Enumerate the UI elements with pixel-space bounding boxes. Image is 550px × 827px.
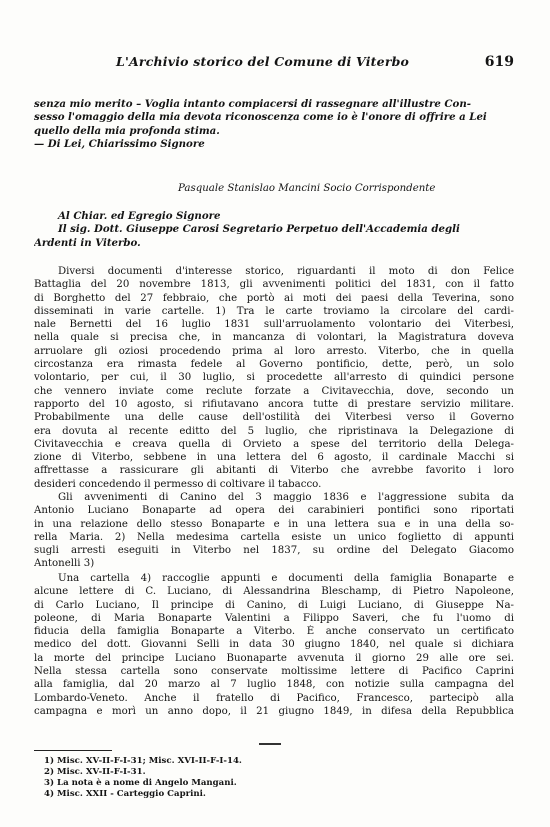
page-number: 619 bbox=[484, 54, 514, 70]
footnote: 4) Misc. XXII - Carteggio Caprini. bbox=[44, 789, 206, 799]
text-line: rapporto del 10 agosto, si rifiutavano ancora tutte di prestare servizio militare. bbox=[34, 398, 514, 410]
text-line: la morte del principe Luciano Buonaparte avvenuta il giorno 29 alle ore sei. bbox=[34, 652, 514, 664]
text-line: quello della mia profonda stima. bbox=[34, 124, 220, 137]
text-line: campagna e morì un anno dopo, il 21 giugno 1849, in difesa della Repubblica bbox=[34, 705, 514, 717]
text-line: Il sig. Dott. Giuseppe Carosi Segretario Perpetuo dell'Accademia degli bbox=[58, 223, 460, 236]
letter-address bbox=[34, 210, 514, 250]
text-line: Battaglia del 20 novembre 1813, gli avvenimenti politici del 1831, con il fatto bbox=[34, 279, 514, 291]
text-line: nale Bernetti del 16 luglio 1831 sull'arruolamento volontario dei Viterbesi, bbox=[34, 319, 514, 331]
text-line: rella Maria. 2) Nella medesima cartella esiste un unico foglietto di appunti bbox=[34, 531, 514, 543]
text-line: Ardenti in Viterbo. bbox=[34, 236, 141, 249]
text-line: disseminati in varie cartelle. 1) Tra le carte troviamo la circolare del cardi- bbox=[34, 305, 514, 317]
text-line: Nella stessa cartella sono conservate moltissime lettere di Pacifico Caprini bbox=[34, 666, 514, 678]
text-line: Lombardo-Veneto. Anche il fratello di Pacifico, Francesco, partecipò alla bbox=[34, 692, 514, 704]
text-line: era dovuta al recente editto del 5 luglio, che ripristinava la Delegazione di bbox=[34, 425, 514, 437]
text-line: — Di Lei, Chiarissimo Signore bbox=[34, 137, 205, 150]
text-line: sugli arresti eseguiti in Viterbo nel 1837, su ordine del Delegato Giacomo bbox=[34, 545, 514, 557]
paragraph-1 bbox=[34, 265, 514, 491]
text-line: alla famiglia, dal 20 marzo al 7 luglio 1848, con notizie sulla campagna del bbox=[34, 679, 514, 691]
text-line: arruolare gli oziosi procedendo prima al loro arresto. Viterbo, che in quella bbox=[34, 345, 514, 357]
header-title: L'Archivio storico del Comune di Viterbo bbox=[116, 54, 410, 69]
text-line: fiducia della famiglia Bonaparte a Viterbo. È anche conservato un certificato bbox=[34, 626, 514, 638]
text-line: Probabilmente una delle cause dell'ostilità dei Viterbesi verso il Governo bbox=[34, 412, 514, 424]
text-line: poleone, di Maria Bonaparte Valentini a Filippo Saveri, che fu l'uomo di bbox=[34, 612, 514, 624]
text-line: medico del dott. Giovanni Selli in data 30 giugno 1840, nel quale si dichiara bbox=[34, 639, 514, 651]
text-line: sesso l'omaggio della mia devota riconoscenza come io è l'onore di offrire a Lei bbox=[34, 111, 487, 124]
text-line: volontario, per cui, il 30 luglio, si procedette all'arresto di quindici persone bbox=[34, 372, 514, 384]
footnotes bbox=[44, 756, 242, 800]
text-line: di Borghetto del 27 febbraio, che portò ai moti dei paesi della Teverina, sono bbox=[34, 292, 514, 304]
text-line: Antonio Luciano Bonaparte ad opera dei carabinieri pontifici sono riportati bbox=[34, 505, 514, 517]
text-line: Antonelli 3) bbox=[34, 558, 95, 570]
footnote-separator-mark bbox=[259, 743, 281, 745]
letter-closing bbox=[34, 98, 514, 151]
text-line: Civitavecchia e creava quella di Orvieto a spese del territorio della Delega- bbox=[34, 438, 514, 450]
text-line: desideri concedendo il permesso di coltivare il tabacco. bbox=[34, 478, 322, 490]
text-line: affrettasse a rassicurare gli abitanti di Viterbo che avrebbe favorito i loro bbox=[34, 465, 514, 477]
text-line: senza mio merito – Voglia intanto compiacersi di rassegnare all'illustre Con- bbox=[34, 98, 471, 110]
text-line: Gli avvenimenti di Canino del 3 maggio 1836 e l'aggressione subita da bbox=[58, 492, 514, 503]
text-line: Una cartella 4) raccoglie appunti e documenti della famiglia Bonaparte e bbox=[58, 573, 514, 584]
text-line: circostanza era rimasta fedele al Governo pontificio, dette, però, un solo bbox=[34, 359, 514, 371]
footnote-rule bbox=[34, 750, 112, 751]
text-line: zione di Viterbo, sebbene in una lettera del 6 agosto, il cardinale Macchi si bbox=[34, 452, 514, 464]
text-line: che vennero inviate come reclute forzate a Civitavecchia, dove, secondo un bbox=[34, 385, 514, 397]
text-line: in una relazione dello stesso Bonaparte e in una lettera sua e in una della so- bbox=[34, 518, 514, 530]
text-line: alcune lettere di C. Luciano, di Alessandrina Bleschamp, di Pietro Napoleone, bbox=[34, 586, 514, 598]
paragraph-3 bbox=[34, 572, 514, 718]
paragraph-2 bbox=[34, 491, 514, 571]
footnote: 1) Misc. XV-II-F-I-31; Misc. XVI-II-F-I-14. bbox=[44, 756, 242, 766]
text-line: nella quale si precisa che, in mancanza di volontari, la Magistratura doveva bbox=[34, 332, 514, 344]
text-line: Diversi documenti d'interesse storico, riguardanti il moto di don Felice bbox=[58, 266, 514, 277]
running-header bbox=[34, 54, 514, 76]
footnote: 2) Misc. XV-II-F-I-31. bbox=[44, 767, 146, 777]
text-line: di Carlo Luciano, Il principe di Canino, di Luigi Luciano, di Giuseppe Na- bbox=[34, 599, 514, 611]
signature: Pasquale Stanislao Mancini Socio Corrispondente bbox=[178, 183, 436, 194]
text-line: Al Chiar. ed Egregio Signore bbox=[58, 210, 221, 222]
footnote: 3) La nota è a nome di Angelo Mangani. bbox=[44, 778, 237, 788]
